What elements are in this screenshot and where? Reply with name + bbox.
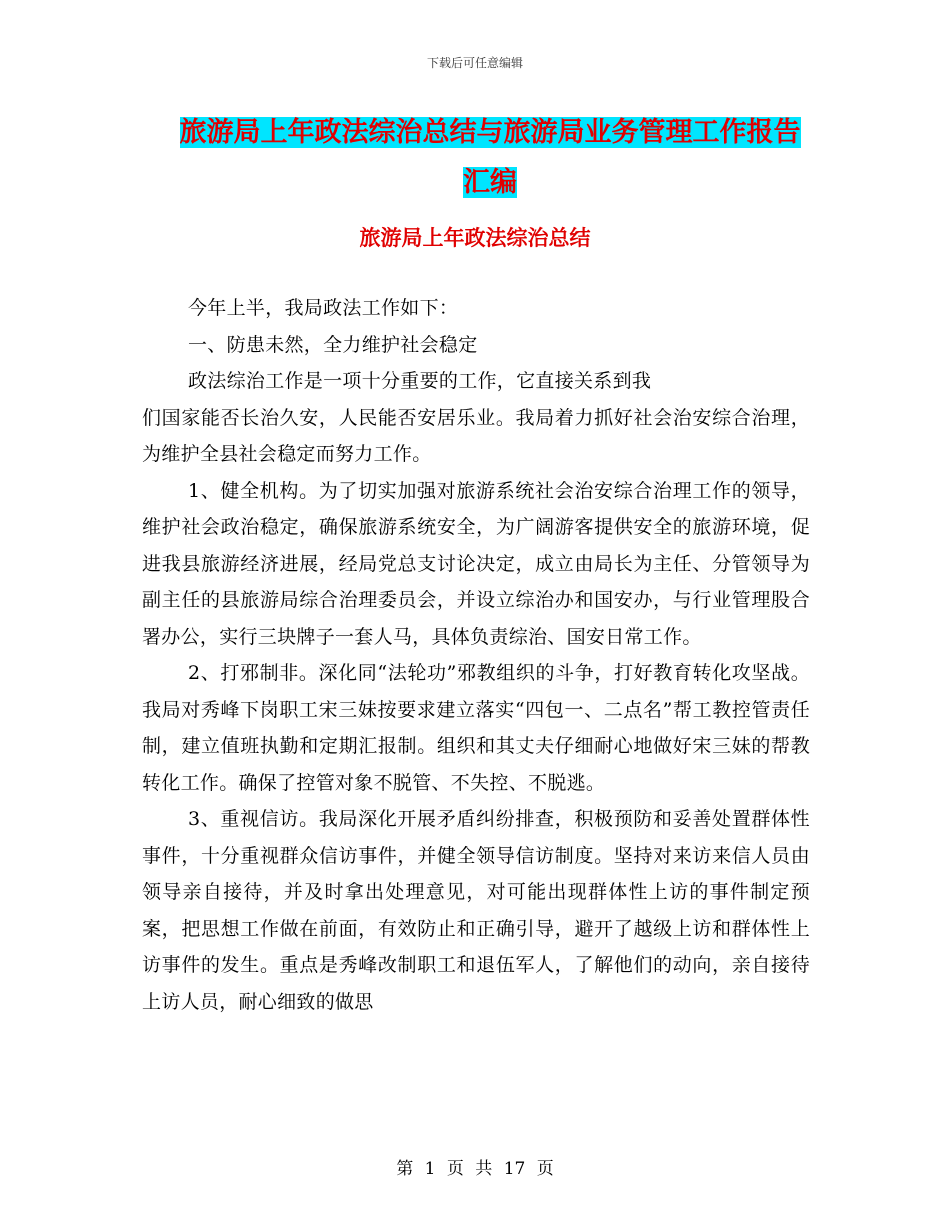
- section-title: 旅游局上年政法综治总结: [359, 225, 591, 250]
- paragraph: 3、重视信访。我局深化开展矛盾纠纷排查，积极预防和妥善处置群体性事件，十分重视群众信访事件，并健全领导信访制度。坚持对来访来信人员由领导亲自接待，并及时拿出处理意见，对可能出现群体性上访的事件制定预案，把思想工作做在前面，有效防止和正确引导，避开了越级上访和群体性上访事件的发生。重点是秀峰改制职工和退伍军人，了解他们的动向，亲自接待上访人员，耐心细致的做思: [142, 808, 810, 1013]
- document-title-line-2: 汇编: [463, 167, 517, 198]
- document-body: [142, 290, 810, 1020]
- page-footer: 第 1 页 共 17 页: [396, 1159, 554, 1179]
- paragraph: 们国家能否长治久安，人民能否安居乐业。我局着力抓好社会治安综合治理，为维护全县社会稳定而努力工作。: [142, 406, 810, 465]
- paragraph: 今年上半，我局政法工作如下：: [188, 297, 459, 319]
- document-title-line-1: 旅游局上年政法综治总结与旅游局业务管理工作报告: [179, 117, 801, 148]
- document-title: [170, 108, 810, 208]
- paragraph: 1、健全机构。为了切实加强对旅游系统社会治安综合治理工作的领导，维护社会政治稳定，确保旅游系统安全，为广阔游客提供安全的旅游环境，促进我县旅游经济进展，经局党总支讨论决定，成立由局长为主任、分管领导为副主任的县旅游局综合治理委员会，并设立综治办和国安办，与行业管理股合署办公，实行三块牌子一套人马，具体负责综治、国安日常工作。: [142, 479, 810, 648]
- paragraph: 一、防患未然，全力维护社会稳定: [188, 333, 478, 356]
- paragraph: 2、打邪制非。深化同“法轮功”邪教组织的斗争，打好教育转化攻坚战。我局对秀峰下岗职工宋三妹按要求建立落实“四包一、二点名”帮工教控管责任制，建立值班执勤和定期汇报制。组织和其丈夫仔细耐心地做好宋三妹的帮教转化工作。确保了控管对象不脱管、不失控、不脱逃。: [142, 662, 810, 794]
- paragraph: 政法综治工作是一项十分重要的工作，它直接关系到我: [188, 370, 652, 392]
- header-note: 下载后可任意编辑: [426, 56, 523, 70]
